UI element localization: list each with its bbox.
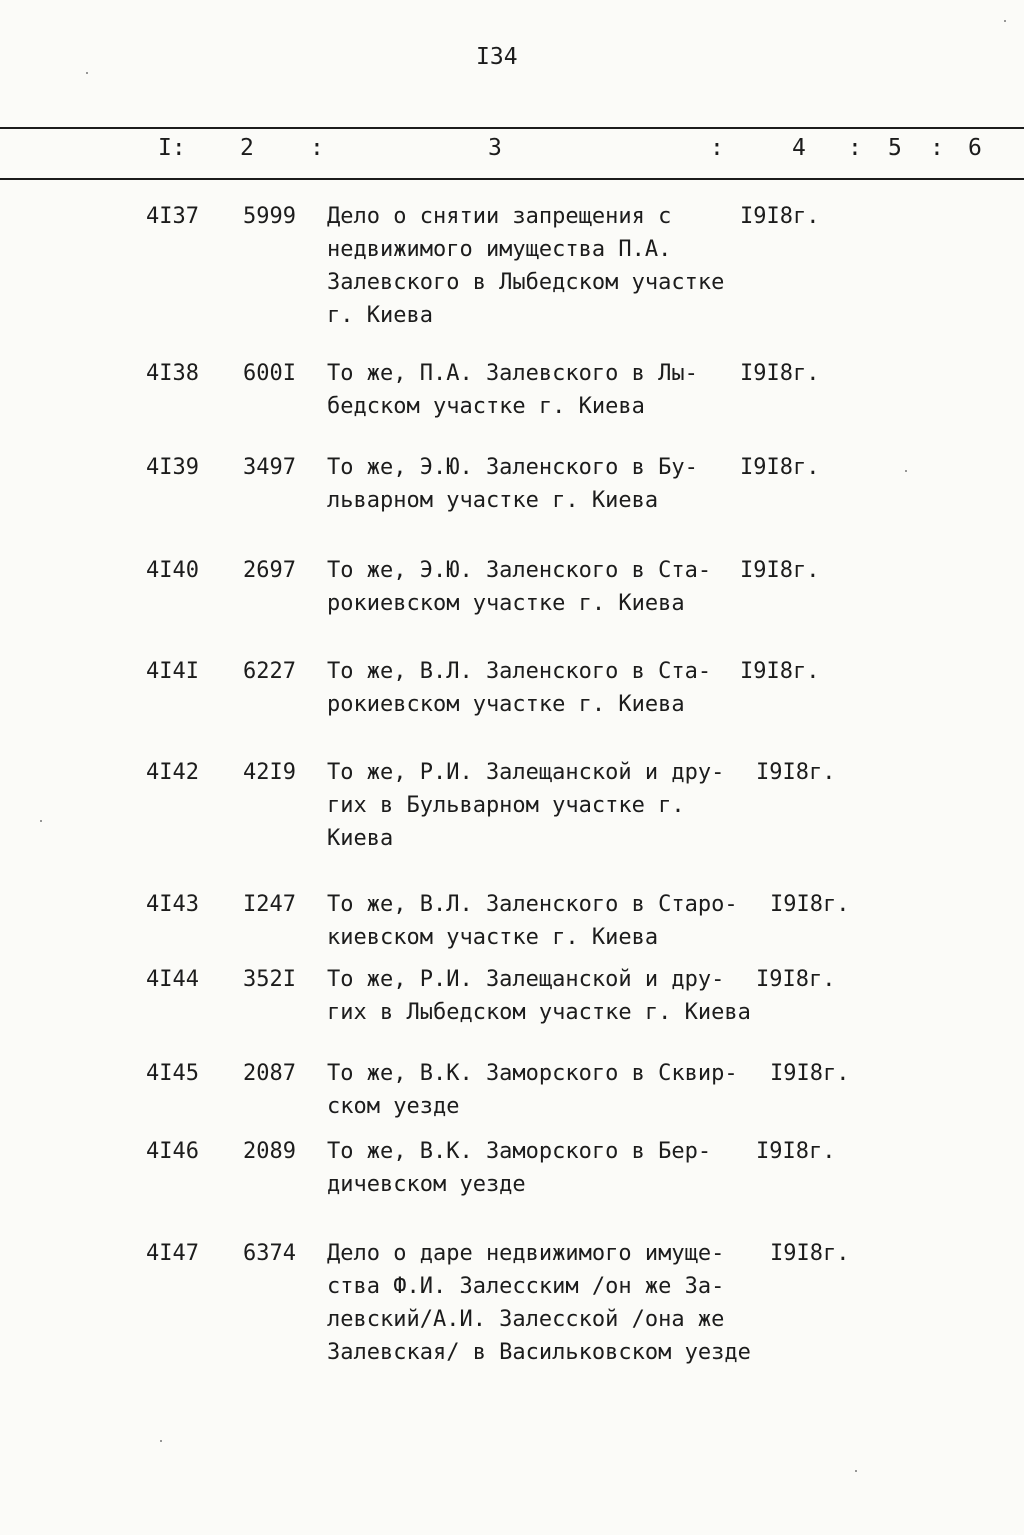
case-number: 2089	[243, 1139, 296, 1164]
column-header-2: 2	[240, 135, 254, 161]
description-line: То же, П.А. Залевского в Лы-	[327, 361, 698, 386]
description-line: Дело о снятии запрещения с	[327, 204, 672, 229]
scan-speck	[855, 1470, 857, 1472]
description-line: недвижимого имущества П.А.	[327, 237, 672, 262]
description-line: г. Киева	[327, 303, 433, 328]
description-line: То же, В.Л. Заленского в Ста-	[327, 659, 712, 684]
record-year: I9I8г.	[770, 1241, 850, 1266]
column-header-5: 5	[888, 135, 902, 161]
description-line: рокиевском участке г. Киева	[327, 692, 685, 717]
description-line: Киева	[327, 826, 394, 851]
page-number: I34	[476, 44, 518, 70]
case-number: 600I	[243, 361, 296, 386]
description-line: То же, Р.И. Залещанской и дру-	[327, 967, 725, 992]
record-year: I9I8г.	[770, 1061, 850, 1086]
record-description	[327, 357, 747, 423]
description-line: То же, Р.И. Залещанской и дру-	[327, 760, 725, 785]
record-description	[327, 554, 747, 620]
description-line: левский/А.И. Залесской /она же	[327, 1307, 725, 1332]
column-separator: :	[930, 135, 944, 161]
scan-speck	[160, 1440, 162, 1442]
scan-speck	[1004, 20, 1006, 22]
case-number: 6374	[243, 1241, 296, 1266]
record-year: I9I8г.	[770, 892, 850, 917]
description-line: львaрном участке г. Киева	[327, 488, 659, 513]
case-number: 6227	[243, 659, 296, 684]
description-line: Залевская/ в Васильковском уезде	[327, 1340, 751, 1365]
record-description	[327, 756, 747, 855]
description-line: Залевского в Лыбедском участке	[327, 270, 725, 295]
case-number: 2087	[243, 1061, 296, 1086]
record-number: 4I46	[146, 1139, 199, 1164]
column-separator: :	[848, 135, 862, 161]
case-number: 5999	[243, 204, 296, 229]
scan-speck	[86, 72, 88, 74]
description-line: дичевском уезде	[327, 1172, 526, 1197]
header-top-rule	[0, 127, 1024, 129]
description-line: киевском участке г. Киева	[327, 925, 659, 950]
record-year: I9I8г.	[740, 659, 820, 684]
description-line: гих в Лыбедском участке г. Киева	[327, 1000, 751, 1025]
record-description	[327, 888, 747, 954]
record-year: I9I8г.	[740, 455, 820, 480]
record-year: I9I8г.	[756, 1139, 836, 1164]
description-line: То же, В.К. Заморского в Сквир-	[327, 1061, 738, 1086]
scan-speck	[40, 820, 42, 822]
header-bottom-rule	[0, 178, 1024, 180]
record-number: 4I4I	[146, 659, 199, 684]
record-description	[327, 963, 751, 1029]
case-number: I247	[243, 892, 296, 917]
scan-speck	[905, 470, 907, 472]
case-number: 42I9	[243, 760, 296, 785]
record-description	[327, 1057, 747, 1123]
record-number: 4I47	[146, 1241, 199, 1266]
record-year: I9I8г.	[740, 361, 820, 386]
column-separator: :	[310, 135, 324, 161]
column-header-3: 3	[488, 135, 502, 161]
record-description	[327, 1135, 747, 1201]
record-number: 4I40	[146, 558, 199, 583]
column-header-4: 4	[792, 135, 806, 161]
record-number: 4I45	[146, 1061, 199, 1086]
record-number: 4I38	[146, 361, 199, 386]
description-line: То же, В.Л. Заленского в Старо-	[327, 892, 738, 917]
description-line: гих в Бульварном участке г.	[327, 793, 685, 818]
case-number: 3497	[243, 455, 296, 480]
description-line: ском уезде	[327, 1094, 460, 1119]
record-number: 4I39	[146, 455, 199, 480]
record-description	[327, 1237, 751, 1369]
record-year: I9I8г.	[756, 967, 836, 992]
record-description	[327, 655, 747, 721]
record-year: I9I8г.	[740, 204, 820, 229]
record-description	[327, 451, 747, 517]
case-number: 352I	[243, 967, 296, 992]
case-number: 2697	[243, 558, 296, 583]
description-line: бедском участке г. Киева	[327, 394, 645, 419]
record-number: 4I44	[146, 967, 199, 992]
record-number: 4I37	[146, 204, 199, 229]
record-description	[327, 200, 747, 332]
record-year: I9I8г.	[740, 558, 820, 583]
description-line: То же, Э.Ю. Заленского в Ста-	[327, 558, 712, 583]
column-separator: :	[710, 135, 724, 161]
record-number: 4I42	[146, 760, 199, 785]
description-line: ства Ф.И. Залесским /он же За-	[327, 1274, 725, 1299]
description-line: Дело о даре недвижимого имуще-	[327, 1241, 725, 1266]
description-line: То же, Э.Ю. Заленского в Бу-	[327, 455, 698, 480]
column-header-1: I:	[158, 135, 186, 161]
description-line: рокиевском участке г. Киева	[327, 591, 685, 616]
description-line: То же, В.К. Заморского в Бер-	[327, 1139, 712, 1164]
column-header-6: 6	[968, 135, 982, 161]
record-year: I9I8г.	[756, 760, 836, 785]
record-number: 4I43	[146, 892, 199, 917]
